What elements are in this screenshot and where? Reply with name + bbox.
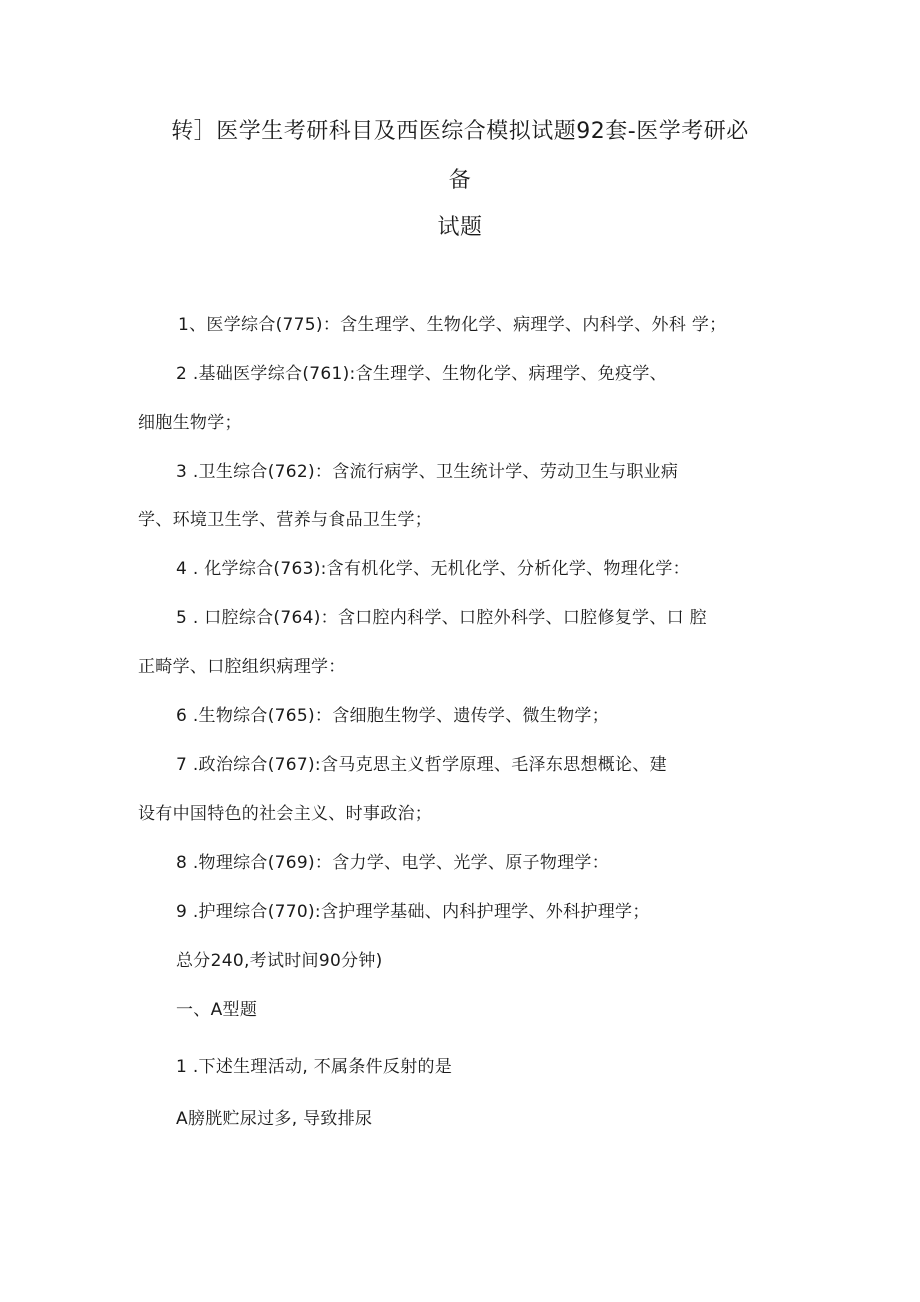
document-title-line-1: 转］医学生考研科目及西医综合模拟试题92套-医学考研必: [171, 119, 749, 144]
question-line: 1 .下述生理活动, 不属条件反射的是: [176, 1057, 453, 1077]
section-heading: 一、A型题: [176, 1000, 258, 1020]
paragraph-line: 1、医学综合(775)：含生理学、生物化学、病理学、内科学、外科 学；: [178, 315, 727, 335]
paragraph-line: 8 .物理综合(769)：含力学、电学、光学、原子物理学：: [176, 853, 610, 873]
paragraph-line: 总分240,考试时间90分钟): [176, 951, 383, 971]
paragraph-line: 设有中国特色的社会主义、时事政治；: [138, 804, 433, 824]
paragraph-line: 细胞生物学；: [138, 413, 242, 433]
document-title-line-2: 备: [448, 168, 472, 193]
paragraph-line: 4 . 化学综合(763):含有机化学、无机化学、分析化学、物理化学：: [176, 559, 690, 579]
paragraph-line: 5 . 口腔综合(764)：含口腔内科学、口腔外科学、口腔修复学、口 腔: [176, 608, 707, 628]
paragraph-line: 2 .基础医学综合(761):含生理学、生物化学、病理学、免疫学、: [176, 364, 667, 384]
paragraph-line: 学、环境卫生学、营养与食品卫生学；: [138, 510, 433, 530]
paragraph-line: 正畸学、口腔组织病理学：: [138, 657, 346, 677]
paragraph-line: 7 .政治综合(767):含马克思主义哲学原理、毛泽东思想概论、建: [176, 755, 667, 775]
paragraph-line: 3 .卫生综合(762)：含流行病学、卫生统计学、劳动卫生与职业病: [176, 462, 679, 482]
paragraph-line: 9 .护理综合(770):含护理学基础、内科护理学、外科护理学；: [176, 902, 650, 922]
document-title-line-3: 试题: [437, 215, 483, 240]
paragraph-line: 6 .生物综合(765)：含细胞生物学、遗传学、微生物学；: [176, 706, 610, 726]
answer-option: A膀胱贮尿过多, 导致排尿: [176, 1109, 373, 1129]
